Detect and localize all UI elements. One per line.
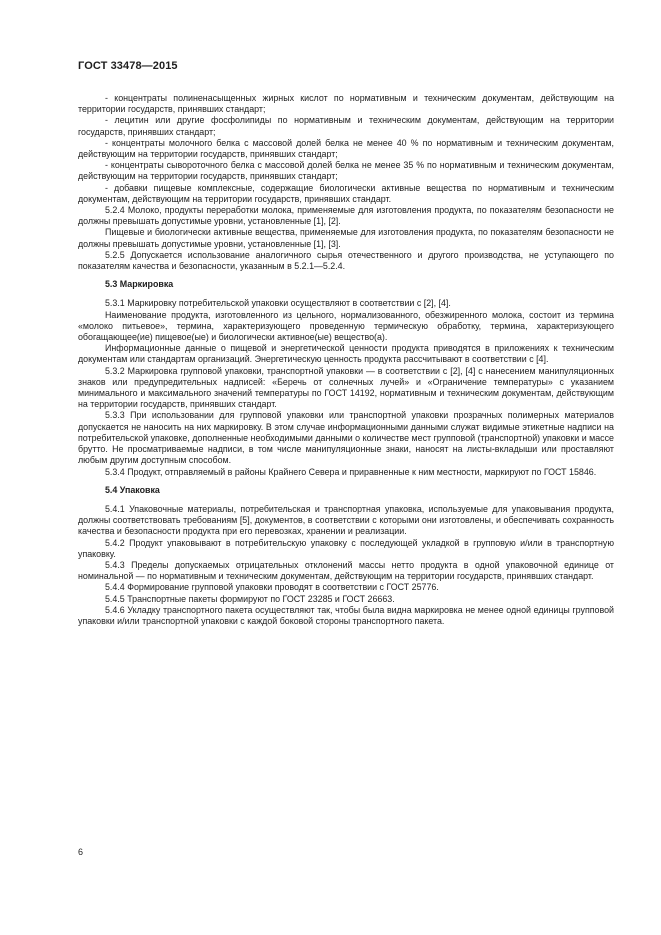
paragraph-5-3-2: 5.3.2 Маркировка групповой упаковки, транспортной упаковки — в соответствии с [2], [4] с нанесением манипуляционных знаков или предупредительных надписей: «Беречь от солнечных лучей» и «Ограничение температуры» с указанием минимального и максимального значений температуры по ГОСТ 14192, нормативным и техническим документам, действующим на территории государств, принявших стандарт. bbox=[78, 365, 614, 410]
paragraph-5-4-6: 5.4.6 Укладку транспортного пакета осуществляют так, чтобы была видна маркировка не менее одной единицы групповой упаковки и/или транспортной упаковки с каждой боковой стороны транспортного пакета. bbox=[78, 604, 614, 626]
paragraph-5-4-1: 5.4.1 Упаковочные материалы, потребительская и транспортная упаковка, используемые для упаковывания продукта, должны соответствовать требованиям [5], документов, в соответствии с которыми они изготовлены, и обеспечивать сохранность качества и безопасности продукта при его перевозках, хранении и реализации. bbox=[78, 503, 614, 537]
section-title-packaging: 5.4 Упаковка bbox=[105, 484, 160, 495]
paragraph-food-additives: - добавки пищевые комплексные, содержащие биологически активные вещества по нормативным и техническим документам, действующим на территории государств, принявших стандарт. bbox=[78, 182, 614, 204]
paragraph-5-4-3: 5.4.3 Пределы допускаемых отрицательных отклонений массы нетто продукта в одной упаковочной единице от номинальной — по нормативным и техническим документам, действующим на территории государств, принявших стандарт. bbox=[78, 559, 614, 582]
paragraph-5-3-1: 5.3.1 Маркировку потребительской упаковки осуществляют в соответствии с [2], [4]. bbox=[105, 298, 451, 309]
paragraph-milk-protein: - концентраты молочного белка с массовой долей белка не менее 40 % по нормативным и техническим документам, действующим на территории государств, принявших стандарт; bbox=[78, 137, 614, 160]
document-header: ГОСТ 33478—2015 bbox=[78, 60, 178, 72]
paragraph-5-2-4: 5.2.4 Молоко, продукты переработки молока, применяемые для изготовления продукта, по показателям безопасности не должны превышать допустимые уровни, установленные [1], [2]. bbox=[78, 205, 614, 227]
paragraph-nutrition-info: Информационные данные о пищевой и энергетической ценности продукта приводятся в приложениях к техническим документам или стандартам организаций. Энергетическую ценность продукта рассчитывают в соответствии с [4]. bbox=[78, 343, 614, 365]
page-number: 6 bbox=[78, 847, 84, 857]
paragraph-5-2-5: 5.2.5 Допускается использование аналогичного сырья отечественного и другого производства, не уступающего по показателям качества и безопасности, указанным в 5.2.1—5.2.4. bbox=[78, 249, 614, 272]
paragraph-5-3-3: 5.3.3 При использовании для групповой упаковки или транспортной упаковки прозрачных полимерных материалов допускается не наносить на них маркировку. В этом случае информационными данными служат видимые этикетные надписи на потребительской упаковке, дополненные необходимыми данными о количестве мест групповой (транспортной) упаковки и массе брутто. Не просматриваемые надписи, в том числе манипуляционные знаки, наносят на листы-вкладыши или проставляют любым другим доступным способом. bbox=[78, 410, 614, 466]
paragraph-lecithin: - лецитин или другие фосфолипиды по нормативным и техническим документам, действующим на территории государств, принявших стандарт; bbox=[78, 115, 614, 137]
paragraph-product-naming: Наименование продукта, изготовленного из цельного, нормализованного, обезжиренного молока, состоит из термина «молоко питьевое», термина, характеризующего проведенную термическую обработку, термина, характеризующего обогащающее(ие) пищевое(ые) и биологически активное(ые) вещество(а). bbox=[78, 309, 614, 343]
document-body bbox=[78, 93, 614, 627]
section-title-marking: 5.3 Маркировка bbox=[105, 279, 174, 290]
paragraph-whey-protein: - концентраты сывороточного белка с массовой долей белка не менее 35 % по нормативным и техническим документам, действующим на территории государств, принявших стандарт; bbox=[78, 160, 614, 182]
paragraph-5-4-4: 5.4.4 Формирование групповой упаковки проводят в соответствии с ГОСТ 25776. bbox=[105, 582, 439, 593]
paragraph-5-4-2: 5.4.2 Продукт упаковывают в потребительскую упаковку с последующей укладкой в групповую и/или в транспортную упаковку. bbox=[78, 537, 614, 559]
paragraph-5-4-5: 5.4.5 Транспортные пакеты формируют по ГОСТ 23285 и ГОСТ 26663. bbox=[105, 593, 395, 604]
paragraph-5-2-4-cont: Пищевые и биологически активные вещества, применяемые для изготовления продукта, по показателям безопасности не должны превышать допустимые уровни, установленные [1], [3]. bbox=[78, 227, 614, 249]
paragraph-pufa-concentrates: - концентраты полиненасыщенных жирных кислот по нормативным и техническим документам, действующим на территории государств, принявших стандарт; bbox=[78, 93, 614, 115]
paragraph-5-3-4: 5.3.4 Продукт, отправляемый в районы Крайнего Севера и приравненные к ним местности, маркируют по ГОСТ 15846. bbox=[105, 466, 597, 477]
